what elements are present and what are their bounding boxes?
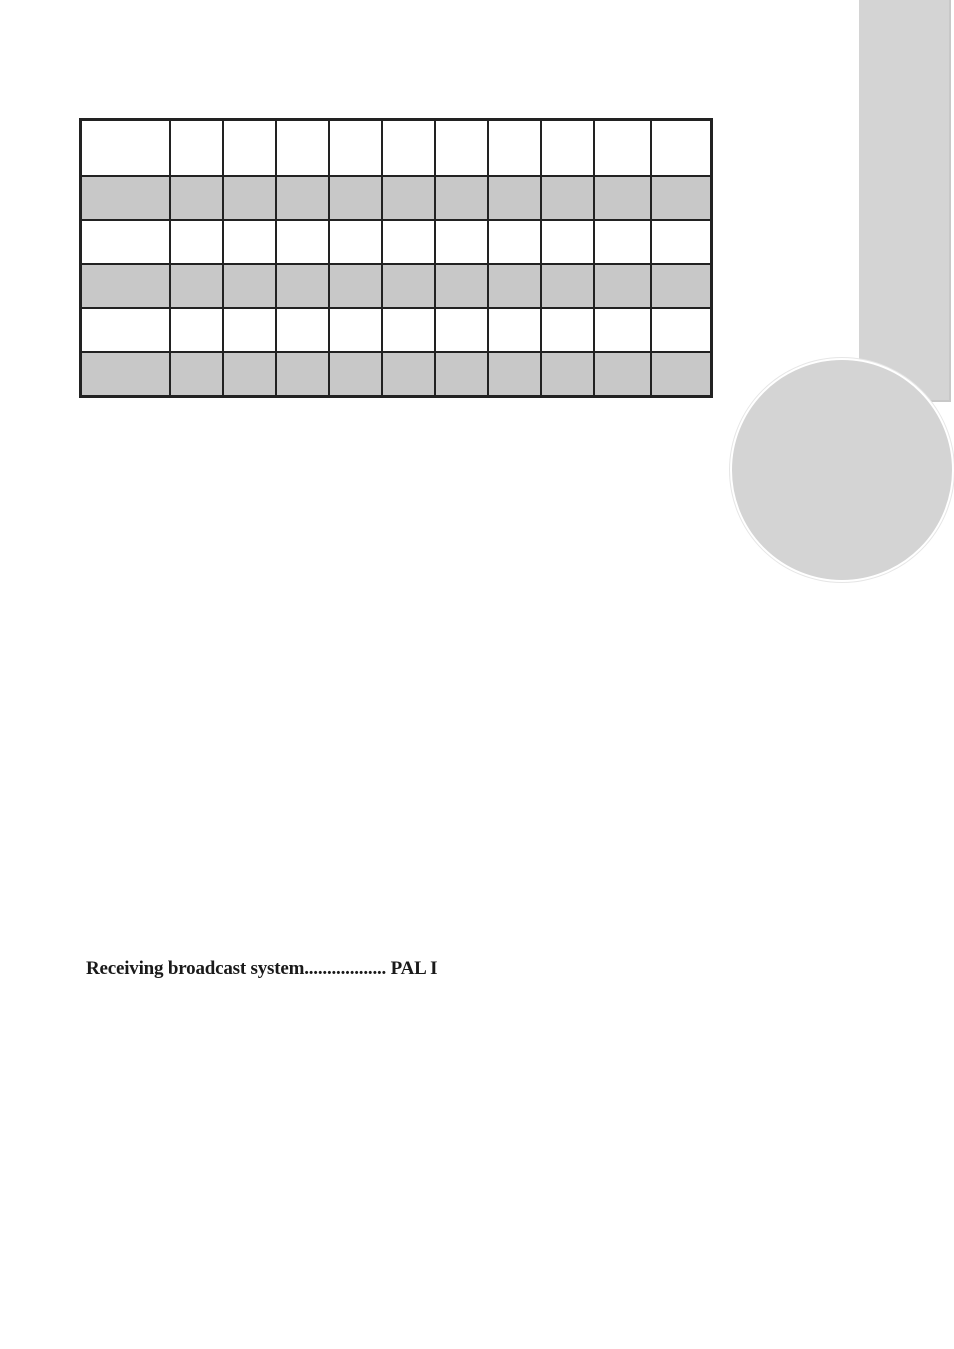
table-row [81,352,712,397]
spec-table [79,118,713,398]
table-cell [541,308,594,352]
table-cell [488,220,541,264]
table-cell [170,352,223,397]
table-cell [276,308,329,352]
table-cell [81,308,170,352]
table-cell [382,176,435,220]
table-cell [382,308,435,352]
table-cell [223,352,276,397]
table-cell [382,352,435,397]
table-cell [170,120,223,177]
table-cell [81,220,170,264]
table-cell [81,176,170,220]
table-cell [81,264,170,308]
table-cell [651,264,712,308]
table-cell [329,308,382,352]
table-cell [170,308,223,352]
table-cell [594,352,651,397]
table-cell [594,220,651,264]
side-tab-decoration [859,0,951,402]
table-cell [541,220,594,264]
table-cell [541,352,594,397]
table-row [81,176,712,220]
table-row [81,308,712,352]
table-cell [488,120,541,177]
table-cell [541,264,594,308]
table-cell [276,352,329,397]
table-cell [329,352,382,397]
table-row [81,220,712,264]
table-row [81,264,712,308]
table-cell [276,264,329,308]
table-cell [541,120,594,177]
table-cell [651,176,712,220]
table-cell [223,220,276,264]
table-cell [170,220,223,264]
table-cell [488,352,541,397]
table-cell [223,176,276,220]
table-cell [488,176,541,220]
table-cell [223,120,276,177]
table-cell [435,120,488,177]
table-cell [382,220,435,264]
table-cell [651,352,712,397]
table-cell [435,176,488,220]
table-cell [329,120,382,177]
table-cell [435,264,488,308]
table-cell [435,308,488,352]
table-cell [223,308,276,352]
table-cell [329,220,382,264]
table-cell [594,176,651,220]
table-cell [329,176,382,220]
table-cell [594,308,651,352]
table-cell [170,264,223,308]
table-cell [276,120,329,177]
table-cell [651,308,712,352]
table-cell [170,176,223,220]
receiving-broadcast-system-line: Receiving broadcast system.................. PAL I [86,958,438,979]
table-cell [651,220,712,264]
table-cell [488,308,541,352]
table-cell [223,264,276,308]
side-circle-decoration [730,358,954,582]
table-cell [81,120,170,177]
table-cell [541,176,594,220]
table-cell [435,352,488,397]
table-cell [594,264,651,308]
table-row [81,120,712,177]
table-cell [594,120,651,177]
table-cell [488,264,541,308]
table-cell [81,352,170,397]
table-cell [651,120,712,177]
table-cell [276,176,329,220]
table-cell [382,264,435,308]
table-cell [329,264,382,308]
table-cell [382,120,435,177]
table-cell [435,220,488,264]
table-cell [276,220,329,264]
